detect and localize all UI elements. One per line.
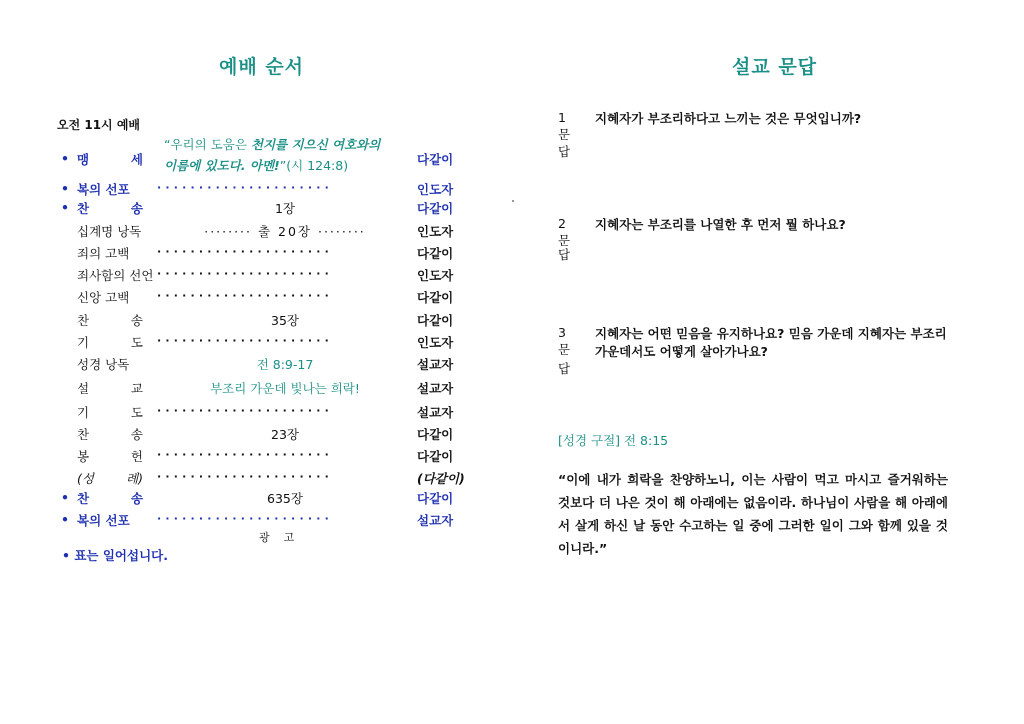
order-item [57, 469, 467, 489]
order-item [57, 379, 467, 399]
order-item [57, 311, 467, 331]
order-item [57, 355, 467, 375]
order-item-leader: 다같이 [417, 246, 454, 261]
order-item-name: 복의 선포 [77, 513, 130, 528]
standing-bullet: • [61, 512, 69, 527]
order-item-detail: ····················· [157, 267, 333, 280]
order-item-detail: 1장 [274, 201, 296, 216]
order-item-name: 복의 선포 [77, 182, 130, 197]
order-item-detail: ····················· [157, 512, 333, 525]
order-item-detail: ····················· [157, 289, 333, 302]
standing-bullet: • [61, 200, 69, 215]
standing-bullet: • [61, 181, 69, 196]
order-item-detail: 부조리 가운데 빛나는 희락! [210, 381, 360, 396]
order-item-name: (성 례) [77, 471, 143, 486]
sermon-qa-title: 설교 문답 [732, 56, 818, 78]
order-item-leader: 인도자 [417, 224, 454, 239]
verse-text-emphasis-2: 이름에 있도다. 아멘! [164, 158, 280, 173]
order-item-leader: 인도자 [417, 268, 454, 283]
standing-bullet: • [61, 490, 69, 505]
order-item [57, 244, 467, 264]
question-number: 1문 [558, 110, 571, 142]
scripture-reference: [성경 구절] 전 8:15 [558, 433, 669, 448]
order-item [57, 199, 467, 219]
order-item-detail: ····················· [157, 245, 333, 258]
verse-text-emphasis-1: 천지를 지으신 여호와의 [250, 137, 381, 152]
order-item-name: 찬 송 [77, 491, 143, 506]
order-item-name: 맹 세 [77, 152, 143, 167]
order-item-name: 찬 송 [77, 427, 143, 442]
verse-reference: ”(시 124:8) [279, 158, 349, 173]
order-item-leader: 다같이 [417, 427, 454, 442]
scripture-text: “이에 내가 희락을 찬양하노니, 이는 사람이 먹고 마시고 즐거워하는 것보다 더 나은 것이 해 아래에는 없음이라. 하나님이 사람을 해 아래에서 살게 하신 날 동안 수고하는 일 중에 그러한 일이 그와 함께 있을 것이니라.” [558, 472, 948, 556]
order-item-leader: 다같이 [417, 152, 454, 167]
order-item-detail: ····················· [157, 404, 333, 417]
order-item-detail: 35장 [271, 313, 299, 328]
order-item-name: 기 도 [77, 335, 143, 350]
question-text: 지혜자는 부조리를 나열한 후 먼저 뭘 하나요? [595, 217, 846, 232]
order-item-name: 설 교 [77, 381, 143, 396]
order-of-worship-title: 예배 순서 [219, 56, 305, 78]
order-item [57, 447, 467, 467]
order-item [57, 403, 467, 423]
order-item-name: 죄의 고백 [77, 246, 130, 261]
order-item-leader: 설교자 [417, 357, 454, 372]
order-item-leader: 다같이 [417, 449, 454, 464]
question-number: 2문 [558, 216, 571, 248]
order-item-detail: ····················· [157, 448, 333, 461]
announcements-label: 광고 [259, 531, 309, 544]
question-text: 지혜자가 부조리하다고 느끼는 것은 무엇입니까? [595, 111, 862, 126]
order-item-name: 성경 낭독 [77, 357, 130, 372]
order-item [57, 425, 467, 445]
order-item-detail: 전 8:9-17 [256, 357, 314, 372]
order-item-name: 봉 헌 [77, 449, 143, 464]
order-item-leader: 인도자 [417, 182, 454, 197]
order-item-name: 기 도 [77, 405, 143, 420]
order-item-leader: 다같이 [417, 491, 454, 506]
order-item-detail: 635장 [267, 491, 303, 506]
order-item-name: 찬 송 [77, 201, 143, 216]
answer-label: 답 [558, 247, 571, 262]
question-number: 3문 [558, 325, 571, 357]
order-item-leader: 다같이 [417, 201, 454, 216]
order-item-name: 찬 송 [77, 313, 143, 328]
order-item [57, 180, 467, 200]
order-item-name: 죄사함의 선언 [77, 268, 154, 283]
order-item [57, 288, 467, 308]
order-item-leader: 설교자 [417, 405, 454, 420]
standing-footnote: • 표는 일어섭니다. [62, 548, 168, 563]
order-item-name: 십계명 낭독 [77, 224, 142, 239]
standing-bullet: • [61, 151, 69, 166]
order-item-leader: 설교자 [417, 513, 454, 528]
order-item-leader: 인도자 [417, 335, 454, 350]
order-item-leader: (다같이) [417, 471, 465, 486]
order-item-name: 신앙 고백 [77, 290, 130, 305]
order-item [57, 266, 467, 286]
answer-label: 답 [558, 361, 571, 376]
service-time-label: 오전 11시 예배 [57, 118, 141, 132]
verse-text-start: “우리의 도움은 [164, 137, 251, 152]
order-item-leader: 다같이 [417, 290, 454, 305]
order-item-detail: 23장 [271, 427, 299, 442]
question-text: 지혜자는 어떤 믿음을 유지하나요? 믿음 가운데 지혜자는 부조리 가운데서도 어떻게 살아가나요? [595, 326, 947, 359]
order-item-detail: ····················· [157, 470, 333, 483]
order-item-detail: ····················· [157, 334, 333, 347]
order-item-leader: 다같이 [417, 313, 454, 328]
order-item-detail: ····················· [157, 181, 333, 194]
order-item-detail: ········ 출 20장 ········ [204, 224, 366, 239]
order-item [57, 333, 467, 353]
order-item [57, 150, 467, 170]
answer-label: 답 [558, 144, 571, 159]
order-item [57, 489, 467, 509]
order-item [57, 511, 467, 531]
page-dot [512, 200, 514, 202]
order-item-leader: 설교자 [417, 381, 454, 396]
order-item [57, 222, 467, 242]
